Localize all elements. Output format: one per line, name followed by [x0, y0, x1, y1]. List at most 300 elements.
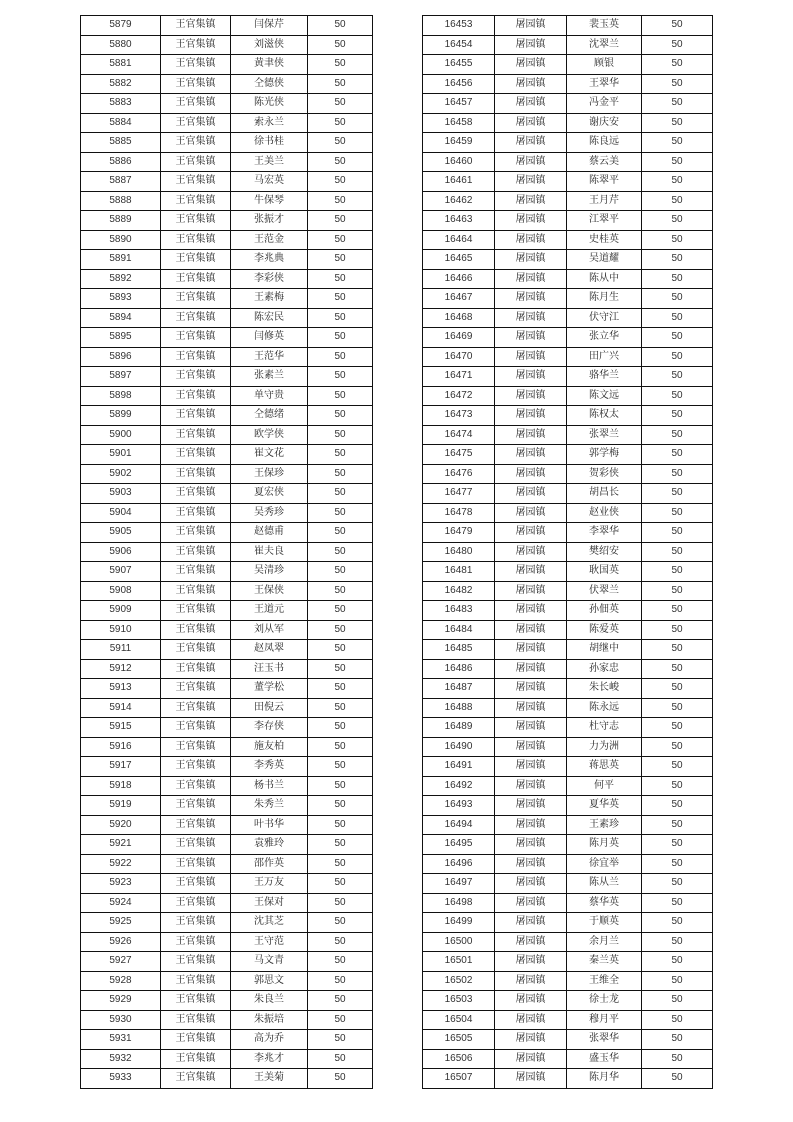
row-id-cell: 16484 [423, 620, 495, 640]
town-cell: 王官集镇 [161, 893, 231, 913]
table-row [81, 445, 373, 465]
table-row [423, 991, 713, 1011]
row-id-cell: 5897 [81, 367, 161, 387]
name-cell: 袁雅玲 [231, 835, 308, 855]
name-cell: 赵德甫 [231, 523, 308, 543]
table-row [423, 191, 713, 211]
name-cell: 陈从中 [567, 269, 642, 289]
name-cell: 夏宏侠 [231, 484, 308, 504]
amount-cell: 50 [308, 328, 373, 348]
name-cell: 蔡华英 [567, 893, 642, 913]
table-row [423, 737, 713, 757]
table-row [423, 581, 713, 601]
town-cell: 屠园镇 [495, 172, 567, 192]
row-id-cell: 5885 [81, 133, 161, 153]
row-id-cell: 5933 [81, 1069, 161, 1089]
table-row [423, 796, 713, 816]
name-cell: 张立华 [567, 328, 642, 348]
table-row [81, 425, 373, 445]
name-cell: 伏守江 [567, 308, 642, 328]
table-row [423, 718, 713, 738]
town-cell: 屠园镇 [495, 737, 567, 757]
name-cell: 张素兰 [231, 367, 308, 387]
town-cell: 王官集镇 [161, 269, 231, 289]
amount-cell: 50 [308, 425, 373, 445]
table-row [81, 620, 373, 640]
amount-cell: 50 [308, 113, 373, 133]
amount-cell: 50 [642, 289, 713, 309]
amount-cell: 50 [308, 952, 373, 972]
name-cell: 王美兰 [231, 152, 308, 172]
amount-cell: 50 [308, 815, 373, 835]
amount-cell: 50 [642, 55, 713, 75]
row-id-cell: 16495 [423, 835, 495, 855]
town-cell: 屠园镇 [495, 932, 567, 952]
amount-cell: 50 [642, 191, 713, 211]
table-row [423, 347, 713, 367]
town-cell: 屠园镇 [495, 523, 567, 543]
row-id-cell: 16507 [423, 1069, 495, 1089]
town-cell: 王官集镇 [161, 757, 231, 777]
town-cell: 王官集镇 [161, 250, 231, 270]
town-cell: 屠园镇 [495, 1030, 567, 1050]
roster-table-right [422, 15, 713, 1089]
town-cell: 王官集镇 [161, 991, 231, 1011]
amount-cell: 50 [642, 776, 713, 796]
row-id-cell: 16478 [423, 503, 495, 523]
amount-cell: 50 [308, 893, 373, 913]
amount-cell: 50 [308, 562, 373, 582]
table-row [81, 835, 373, 855]
table-row [423, 74, 713, 94]
table-row [81, 172, 373, 192]
table-row [423, 386, 713, 406]
name-cell: 高为乔 [231, 1030, 308, 1050]
town-cell: 王官集镇 [161, 542, 231, 562]
town-cell: 屠园镇 [495, 815, 567, 835]
town-cell: 屠园镇 [495, 74, 567, 94]
amount-cell: 50 [642, 718, 713, 738]
amount-cell: 50 [308, 289, 373, 309]
name-cell: 陈月生 [567, 289, 642, 309]
table-row [423, 913, 713, 933]
row-id-cell: 16500 [423, 932, 495, 952]
amount-cell: 50 [642, 113, 713, 133]
table-row [423, 211, 713, 231]
name-cell: 孙佃英 [567, 601, 642, 621]
row-id-cell: 16461 [423, 172, 495, 192]
table-row [423, 172, 713, 192]
amount-cell: 50 [308, 698, 373, 718]
name-cell: 秦兰英 [567, 952, 642, 972]
town-cell: 王官集镇 [161, 620, 231, 640]
table-row [423, 659, 713, 679]
name-cell: 李兆才 [231, 1049, 308, 1069]
amount-cell: 50 [308, 679, 373, 699]
name-cell: 蒋思英 [567, 757, 642, 777]
amount-cell: 50 [642, 796, 713, 816]
name-cell: 陈权太 [567, 406, 642, 426]
town-cell: 屠园镇 [495, 367, 567, 387]
table-row [423, 815, 713, 835]
town-cell: 屠园镇 [495, 425, 567, 445]
row-id-cell: 5921 [81, 835, 161, 855]
town-cell: 王官集镇 [161, 835, 231, 855]
table-row [423, 445, 713, 465]
town-cell: 王官集镇 [161, 16, 231, 36]
town-cell: 屠园镇 [495, 640, 567, 660]
town-cell: 屠园镇 [495, 191, 567, 211]
name-cell: 李秀英 [231, 757, 308, 777]
table-row [81, 1030, 373, 1050]
amount-cell: 50 [308, 250, 373, 270]
amount-cell: 50 [642, 620, 713, 640]
amount-cell: 50 [642, 367, 713, 387]
name-cell: 叶书华 [231, 815, 308, 835]
town-cell: 屠园镇 [495, 35, 567, 55]
name-cell: 王维全 [567, 971, 642, 991]
table-row [81, 679, 373, 699]
town-cell: 王官集镇 [161, 796, 231, 816]
name-cell: 郭思文 [231, 971, 308, 991]
row-id-cell: 5926 [81, 932, 161, 952]
name-cell: 索永兰 [231, 113, 308, 133]
name-cell: 张翠兰 [567, 425, 642, 445]
row-id-cell: 5902 [81, 464, 161, 484]
amount-cell: 50 [308, 737, 373, 757]
table-row [81, 991, 373, 1011]
row-id-cell: 5923 [81, 874, 161, 894]
name-cell: 穆月平 [567, 1010, 642, 1030]
row-id-cell: 16506 [423, 1049, 495, 1069]
name-cell: 盛玉华 [567, 1049, 642, 1069]
amount-cell: 50 [642, 640, 713, 660]
town-cell: 王官集镇 [161, 952, 231, 972]
table-row [423, 94, 713, 114]
name-cell: 沈翠兰 [567, 35, 642, 55]
name-cell: 贺彩侠 [567, 464, 642, 484]
amount-cell: 50 [642, 74, 713, 94]
amount-cell: 50 [308, 776, 373, 796]
table-row [81, 971, 373, 991]
amount-cell: 50 [642, 308, 713, 328]
roster-table-body [81, 16, 373, 1089]
name-cell: 张翠华 [567, 1030, 642, 1050]
amount-cell: 50 [642, 230, 713, 250]
amount-cell: 50 [642, 445, 713, 465]
table-row [423, 932, 713, 952]
name-cell: 陈永远 [567, 698, 642, 718]
name-cell: 王素梅 [231, 289, 308, 309]
name-cell: 孙家忠 [567, 659, 642, 679]
row-id-cell: 5924 [81, 893, 161, 913]
row-id-cell: 5880 [81, 35, 161, 55]
row-id-cell: 5912 [81, 659, 161, 679]
name-cell: 骆华兰 [567, 367, 642, 387]
town-cell: 屠园镇 [495, 698, 567, 718]
row-id-cell: 16501 [423, 952, 495, 972]
town-cell: 屠园镇 [495, 269, 567, 289]
table-row [81, 932, 373, 952]
amount-cell: 50 [642, 698, 713, 718]
row-id-cell: 5892 [81, 269, 161, 289]
amount-cell: 50 [642, 659, 713, 679]
amount-cell: 50 [642, 601, 713, 621]
amount-cell: 50 [642, 250, 713, 270]
name-cell: 陈月华 [567, 1069, 642, 1089]
row-id-cell: 16463 [423, 211, 495, 231]
amount-cell: 50 [308, 211, 373, 231]
amount-cell: 50 [308, 523, 373, 543]
amount-cell: 50 [308, 971, 373, 991]
name-cell: 朱秀兰 [231, 796, 308, 816]
town-cell: 王官集镇 [161, 289, 231, 309]
name-cell: 冯金平 [567, 94, 642, 114]
amount-cell: 50 [308, 1069, 373, 1089]
row-id-cell: 5889 [81, 211, 161, 231]
table-row [81, 464, 373, 484]
name-cell: 陈文远 [567, 386, 642, 406]
amount-cell: 50 [642, 815, 713, 835]
town-cell: 王官集镇 [161, 640, 231, 660]
amount-cell: 50 [308, 835, 373, 855]
amount-cell: 50 [642, 952, 713, 972]
row-id-cell: 16465 [423, 250, 495, 270]
table-row [81, 952, 373, 972]
name-cell: 顾银 [567, 55, 642, 75]
table-row [423, 55, 713, 75]
name-cell: 陈月英 [567, 835, 642, 855]
name-cell: 王万友 [231, 874, 308, 894]
table-row [81, 1069, 373, 1089]
row-id-cell: 5929 [81, 991, 161, 1011]
town-cell: 王官集镇 [161, 35, 231, 55]
row-id-cell: 5916 [81, 737, 161, 757]
town-cell: 屠园镇 [495, 503, 567, 523]
town-cell: 王官集镇 [161, 74, 231, 94]
town-cell: 屠园镇 [495, 211, 567, 231]
amount-cell: 50 [642, 35, 713, 55]
table-row [423, 640, 713, 660]
town-cell: 王官集镇 [161, 562, 231, 582]
amount-cell: 50 [642, 425, 713, 445]
table-row [423, 757, 713, 777]
table-row [423, 308, 713, 328]
table-row [423, 152, 713, 172]
town-cell: 屠园镇 [495, 152, 567, 172]
table-row [81, 55, 373, 75]
town-cell: 屠园镇 [495, 991, 567, 1011]
town-cell: 屠园镇 [495, 133, 567, 153]
row-id-cell: 16464 [423, 230, 495, 250]
amount-cell: 50 [642, 386, 713, 406]
amount-cell: 50 [308, 718, 373, 738]
table-row [81, 737, 373, 757]
name-cell: 史桂英 [567, 230, 642, 250]
town-cell: 屠园镇 [495, 542, 567, 562]
name-cell: 王月芹 [567, 191, 642, 211]
amount-cell: 50 [642, 94, 713, 114]
table-row [81, 347, 373, 367]
table-row [423, 269, 713, 289]
table-row [81, 913, 373, 933]
table-row [423, 230, 713, 250]
name-cell: 吴秀珍 [231, 503, 308, 523]
row-id-cell: 16483 [423, 601, 495, 621]
row-id-cell: 5914 [81, 698, 161, 718]
name-cell: 胡继中 [567, 640, 642, 660]
amount-cell: 50 [642, 854, 713, 874]
row-id-cell: 5883 [81, 94, 161, 114]
town-cell: 屠园镇 [495, 250, 567, 270]
name-cell: 耿国英 [567, 562, 642, 582]
table-row [81, 659, 373, 679]
name-cell: 伏翠兰 [567, 581, 642, 601]
amount-cell: 50 [308, 484, 373, 504]
town-cell: 屠园镇 [495, 289, 567, 309]
row-id-cell: 16490 [423, 737, 495, 757]
name-cell: 王守范 [231, 932, 308, 952]
town-cell: 屠园镇 [495, 718, 567, 738]
table-row [423, 1069, 713, 1089]
row-id-cell: 5891 [81, 250, 161, 270]
table-row [423, 367, 713, 387]
amount-cell: 50 [308, 55, 373, 75]
town-cell: 王官集镇 [161, 113, 231, 133]
town-cell: 王官集镇 [161, 776, 231, 796]
town-cell: 王官集镇 [161, 581, 231, 601]
table-row [81, 74, 373, 94]
row-id-cell: 16492 [423, 776, 495, 796]
row-id-cell: 16477 [423, 484, 495, 504]
name-cell: 夏华英 [567, 796, 642, 816]
row-id-cell: 16498 [423, 893, 495, 913]
name-cell: 杨书兰 [231, 776, 308, 796]
name-cell: 王保侠 [231, 581, 308, 601]
name-cell: 邵作英 [231, 854, 308, 874]
row-id-cell: 5888 [81, 191, 161, 211]
town-cell: 王官集镇 [161, 874, 231, 894]
name-cell: 王翠华 [567, 74, 642, 94]
amount-cell: 50 [308, 347, 373, 367]
town-cell: 屠园镇 [495, 601, 567, 621]
amount-cell: 50 [642, 679, 713, 699]
name-cell: 闫保芹 [231, 16, 308, 36]
amount-cell: 50 [308, 406, 373, 426]
amount-cell: 50 [642, 542, 713, 562]
town-cell: 王官集镇 [161, 484, 231, 504]
row-id-cell: 5917 [81, 757, 161, 777]
row-id-cell: 5905 [81, 523, 161, 543]
table-row [423, 874, 713, 894]
row-id-cell: 5913 [81, 679, 161, 699]
town-cell: 王官集镇 [161, 854, 231, 874]
table-row [81, 35, 373, 55]
town-cell: 屠园镇 [495, 94, 567, 114]
row-id-cell: 5928 [81, 971, 161, 991]
town-cell: 王官集镇 [161, 815, 231, 835]
row-id-cell: 16453 [423, 16, 495, 36]
amount-cell: 50 [642, 269, 713, 289]
table-row [81, 367, 373, 387]
town-cell: 屠园镇 [495, 55, 567, 75]
row-id-cell: 16485 [423, 640, 495, 660]
town-cell: 王官集镇 [161, 308, 231, 328]
town-cell: 屠园镇 [495, 913, 567, 933]
row-id-cell: 5896 [81, 347, 161, 367]
name-cell: 何平 [567, 776, 642, 796]
name-cell: 牛保琴 [231, 191, 308, 211]
row-id-cell: 16487 [423, 679, 495, 699]
town-cell: 王官集镇 [161, 367, 231, 387]
row-id-cell: 16480 [423, 542, 495, 562]
name-cell: 李翠华 [567, 523, 642, 543]
town-cell: 屠园镇 [495, 620, 567, 640]
town-cell: 屠园镇 [495, 659, 567, 679]
table-row [81, 133, 373, 153]
row-id-cell: 5895 [81, 328, 161, 348]
row-id-cell: 16457 [423, 94, 495, 114]
name-cell: 李彩侠 [231, 269, 308, 289]
row-id-cell: 16481 [423, 562, 495, 582]
table-row [81, 308, 373, 328]
town-cell: 王官集镇 [161, 55, 231, 75]
name-cell: 王道元 [231, 601, 308, 621]
table-row [81, 406, 373, 426]
row-id-cell: 16502 [423, 971, 495, 991]
town-cell: 王官集镇 [161, 503, 231, 523]
row-id-cell: 5909 [81, 601, 161, 621]
name-cell: 朱良兰 [231, 991, 308, 1011]
amount-cell: 50 [642, 503, 713, 523]
table-row [423, 542, 713, 562]
row-id-cell: 5903 [81, 484, 161, 504]
amount-cell: 50 [308, 172, 373, 192]
amount-cell: 50 [642, 1069, 713, 1089]
town-cell: 王官集镇 [161, 523, 231, 543]
table-row [423, 464, 713, 484]
town-cell: 王官集镇 [161, 152, 231, 172]
table-row [81, 718, 373, 738]
row-id-cell: 16489 [423, 718, 495, 738]
town-cell: 屠园镇 [495, 776, 567, 796]
name-cell: 陈光侠 [231, 94, 308, 114]
name-cell: 刘从军 [231, 620, 308, 640]
name-cell: 单守贵 [231, 386, 308, 406]
table-row [423, 484, 713, 504]
town-cell: 屠园镇 [495, 464, 567, 484]
row-id-cell: 5915 [81, 718, 161, 738]
table-row [423, 523, 713, 543]
town-cell: 王官集镇 [161, 601, 231, 621]
name-cell: 王美菊 [231, 1069, 308, 1089]
amount-cell: 50 [642, 328, 713, 348]
town-cell: 王官集镇 [161, 718, 231, 738]
town-cell: 屠园镇 [495, 874, 567, 894]
town-cell: 屠园镇 [495, 308, 567, 328]
name-cell: 陈爱英 [567, 620, 642, 640]
roster-table-left [80, 15, 373, 1089]
name-cell: 裴玉英 [567, 16, 642, 36]
name-cell: 黄聿侠 [231, 55, 308, 75]
table-row [81, 815, 373, 835]
amount-cell: 50 [308, 542, 373, 562]
town-cell: 屠园镇 [495, 230, 567, 250]
name-cell: 田广兴 [567, 347, 642, 367]
row-id-cell: 5918 [81, 776, 161, 796]
table-row [423, 698, 713, 718]
amount-cell: 50 [308, 308, 373, 328]
